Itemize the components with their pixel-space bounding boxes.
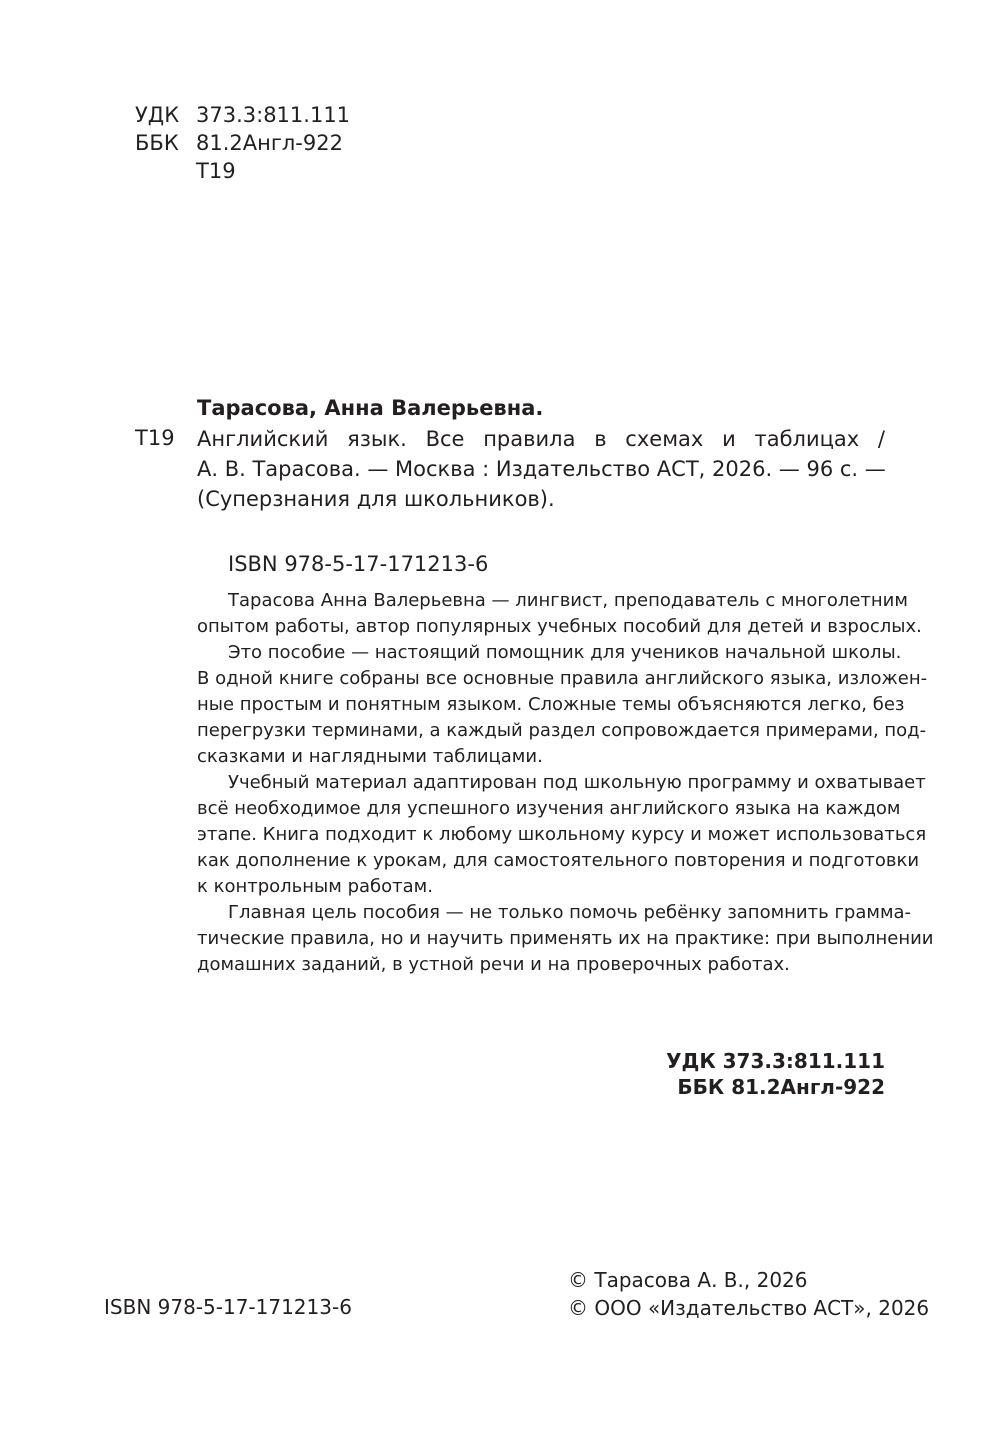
copyright-block <box>568 1266 929 1322</box>
biblio-line: (Суперзнания для школьников). <box>197 487 555 511</box>
annotation-line: домашних заданий, в устной речи и на проверочных работах. <box>197 954 790 975</box>
isbn: ISBN 978-5-17-171213-6 <box>228 552 489 576</box>
annotation-line: Тарасова Анна Валерьевна — лингвист, преподаватель с многолетним <box>228 590 908 611</box>
annotation <box>197 588 934 978</box>
udc-value: 373.3:811.111 <box>196 103 351 127</box>
bbk-row <box>135 129 343 157</box>
bibliographic-description <box>197 424 885 514</box>
author-mark-top: Т19 <box>196 159 236 183</box>
bbk-value: 81.2Англ-922 <box>196 131 343 155</box>
annotation-paragraph <box>197 900 934 978</box>
footer-isbn: ISBN 978-5-17-171213-6 <box>104 1295 352 1319</box>
annotation-line: Учебный материал адаптирован под школьную программу и охватывает <box>228 772 926 793</box>
udc-label: УДК <box>135 103 180 127</box>
copyright-author: © Тарасова А. В., 2026 <box>568 1268 808 1292</box>
udc-row <box>135 101 350 129</box>
annotation-line: Главная цель пособия — не только помочь ребёнку запомнить грамма- <box>228 902 912 923</box>
annotation-paragraph <box>197 588 922 640</box>
annotation-line: Это пособие — настоящий помощник для учеников начальной школы. <box>228 642 902 663</box>
biblio-line: А. В. Тарасова. — Москва : Издательство АСТ, 2026. — 96 с. — <box>197 457 886 481</box>
annotation-line: тические правила, но и научить применять их на практике: при выполнении <box>197 928 934 949</box>
author-mark: Т19 <box>135 426 175 450</box>
bbk-code: ББК 81.2Англ-922 <box>677 1075 885 1099</box>
classification-codes <box>666 1048 885 1100</box>
annotation-line: этапе. Книга подходит к любому школьному курсу и может использоваться <box>197 824 927 845</box>
annotation-line: ные простым и понятным языком. Сложные темы объясняются легко, без <box>197 694 905 715</box>
bbk-label: ББК <box>135 131 179 155</box>
annotation-line: опытом работы, автор популярных учебных пособий для детей и взрослых. <box>197 616 922 637</box>
copyright-publisher: © ООО «Издательство АСТ», 2026 <box>568 1296 930 1320</box>
annotation-line: как дополнение к урокам, для самостоятельного повторения и подготовки <box>197 850 920 871</box>
annotation-line: перегрузки терминами, а каждый раздел сопровождается примерами, под- <box>197 720 927 741</box>
annotation-line: к контрольным работам. <box>197 876 433 897</box>
biblio-line: Английский язык. Все правила в схемах и таблицах / <box>197 427 885 451</box>
annotation-line: всё необходимое для успешного изучения английского языка на каждом <box>197 798 901 819</box>
udc-code: УДК 373.3:811.111 <box>666 1049 885 1073</box>
author-heading: Тарасова, Анна Валерьевна. <box>197 396 544 420</box>
annotation-line: В одной книге собраны все основные правила английского языка, изложен- <box>197 668 928 689</box>
annotation-paragraph <box>197 640 928 770</box>
annotation-line: сказками и наглядными таблицами. <box>197 746 543 767</box>
annotation-paragraph <box>197 770 927 900</box>
